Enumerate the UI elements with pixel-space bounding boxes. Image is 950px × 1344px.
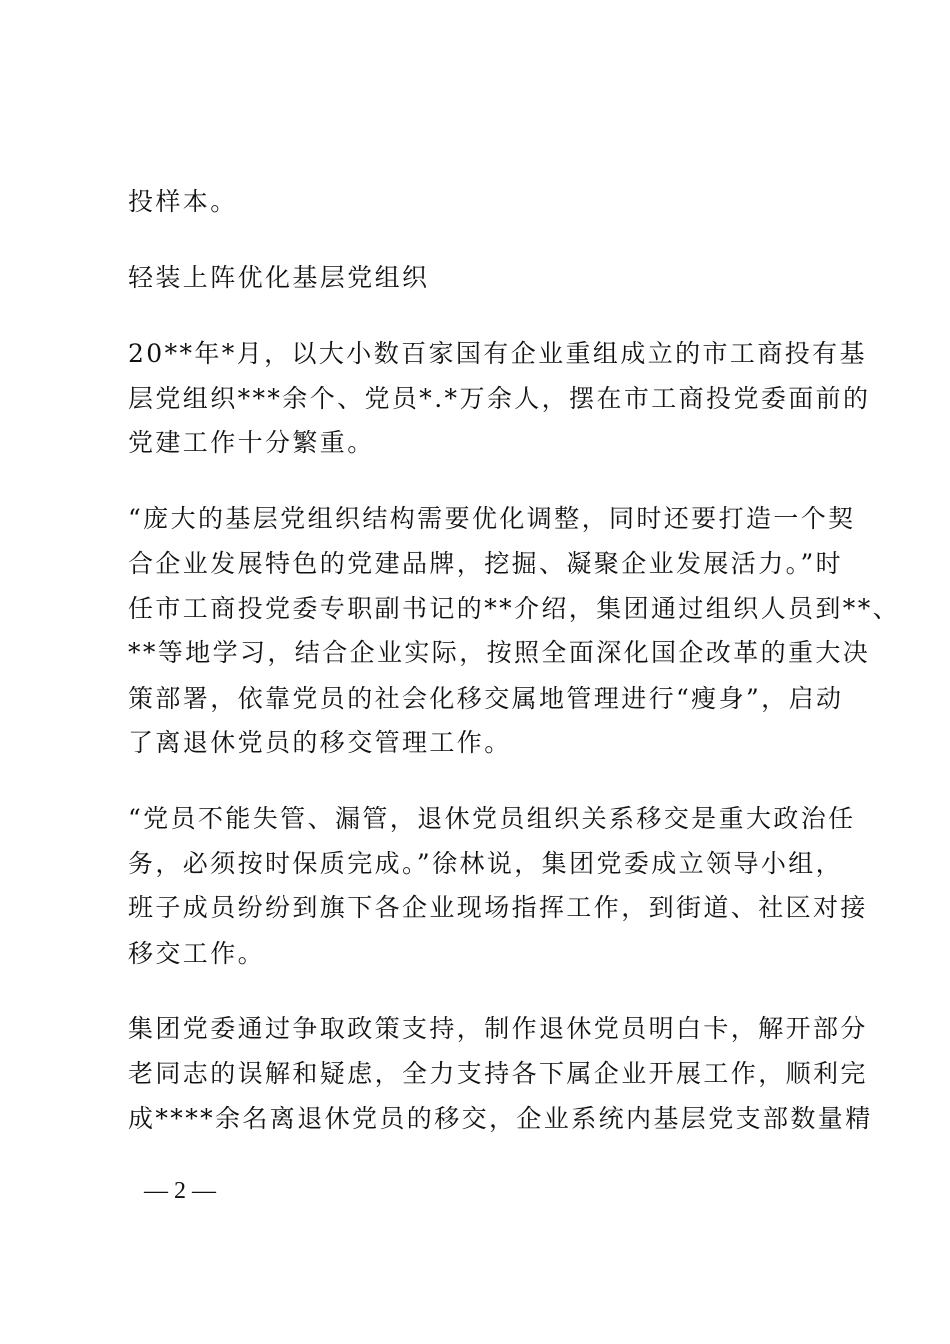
text-line: 班子成员纷纷到旗下各企业现场指挥工作，到街道、社区对接 [128,893,868,922]
section-heading: 轻装上阵优化基层党组织 [128,263,430,292]
text-line: 投样本。 [128,187,238,216]
text-line: 务，必须按时保质完成。”徐林说，集团党委成立领导小组， [128,849,844,878]
text-line: 合企业发展特色的党建品牌，挖掘、凝聚企业发展活力。”时 [128,549,844,578]
page-number: — 2 — [144,1178,216,1204]
text-line: 任市工商投党委专职副书记的**介绍，集团通过组织人员到**、 [128,594,901,623]
text-line: **等地学习，结合企业实际，按照全面深化国企改革的重大决 [128,638,871,667]
text-line: 了离退休党员的移交管理工作。 [128,728,512,757]
text-line: 集团党委通过争取政策支持，制作退休党员明白卡，解开部分 [128,1014,868,1043]
text-line: 层党组织***余个、党员*.*万余人，摆在市工商投党委面前的 [128,384,871,413]
text-line: 老同志的误解和疑虑，全力支持各下属企业开展工作，顺利完 [128,1059,868,1088]
text-line: 20**年*月，以大小数百家国有企业重组成立的市工商投有基 [128,339,867,368]
text-line: “党员不能失管、漏管，退休党员组织关系移交是重大政治任 [128,804,856,833]
text-line: 移交工作。 [128,939,266,968]
text-line: 党建工作十分繁重。 [128,428,375,457]
text-line: “庞大的基层党组织结构需要优化调整，同时还要打造一个契 [128,504,856,533]
text-line: 成****余名离退休党员的移交，企业系统内基层党支部数量精 [128,1104,873,1133]
text-line: 策部署，依靠党员的社会化移交属地管理进行“瘦身”，启动 [128,684,844,713]
